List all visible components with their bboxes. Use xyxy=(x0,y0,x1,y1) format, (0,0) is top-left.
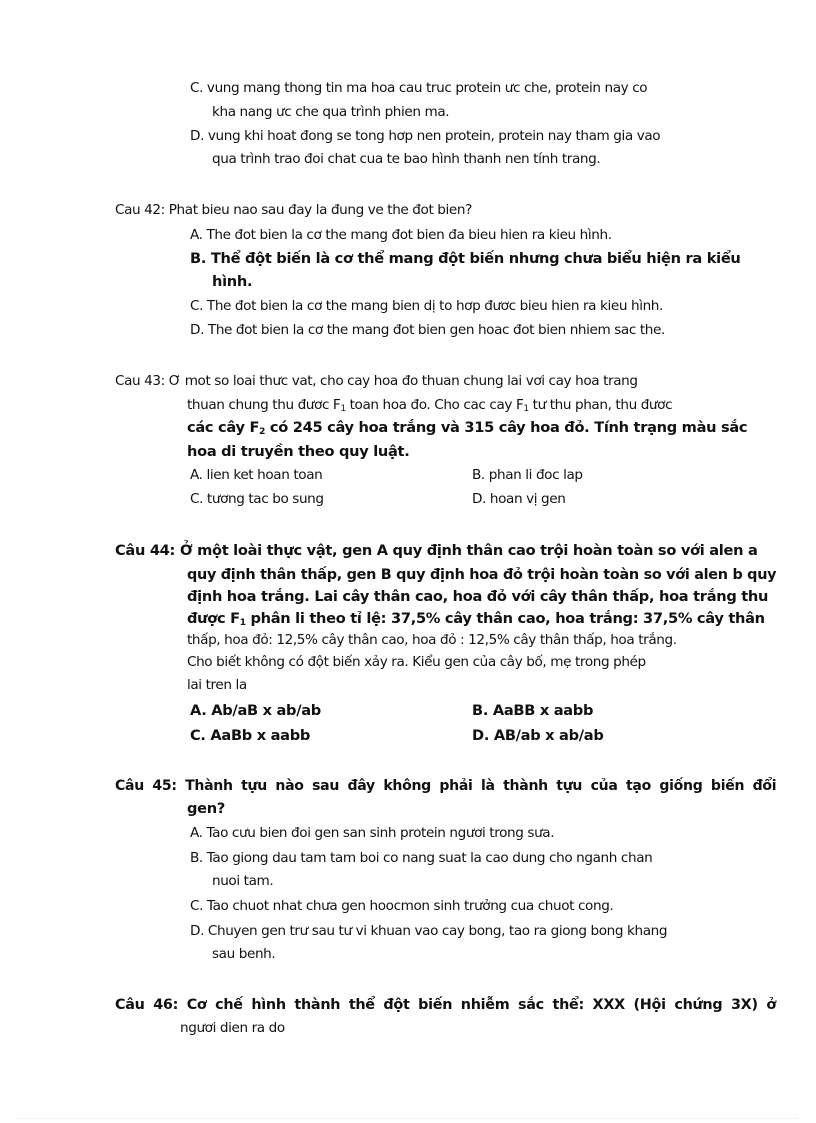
q45-option-b-line2: nuoi tam. xyxy=(212,873,274,889)
q45-option-d-line2: sau benh. xyxy=(212,946,276,962)
q42-option-b-line1: B. Thể đột biến là cơ thể mang đột biến nhưng chưa biểu hiện ra kiểu xyxy=(190,250,741,267)
q41-option-d-line2: qua trình trao đoi chat cua te bao hình thanh nen tính trang. xyxy=(212,151,601,167)
q42-option-c: C. The đot bien la cơ the mang bien dị to hơp đươc bieu hien ra kieu hình. xyxy=(190,298,663,314)
q42-option-b-line2: hình. xyxy=(212,273,253,290)
q46-stem-line2: ngươi dien ra do xyxy=(180,1020,285,1036)
q44-stem-line1: Câu 44: Ở một loài thực vật, gen A quy định thân cao trội hoàn toàn so với alen a xyxy=(115,542,758,559)
page-bottom-divider xyxy=(18,1118,798,1119)
q45-option-a: A. Tao cưu bien đoi gen san sinh protein ngươi trong sưa. xyxy=(190,825,555,841)
q44-option-b: B. AaBB x aabb xyxy=(472,702,594,719)
q44-stem-line6: Cho biết không có đột biến xảy ra. Kiểu gen của cây bố, mẹ trong phép xyxy=(187,654,646,670)
q45-option-c: C. Tao chuot nhat chưa gen hoocmon sinh trưởng cua chuot cong. xyxy=(190,898,614,914)
q42-option-d: D. The đot bien la cơ the mang đot bien gen hoac đot bien nhiem sac the. xyxy=(190,322,665,338)
q43-option-b: B. phan li đoc lap xyxy=(472,467,583,483)
q43-stem-line1: Cau 43: Ơ mot so loai thưc vat, cho cay hoa đo thuan chung lai vơi cay hoa trang xyxy=(115,373,638,389)
q41-option-d-line1: D. vung khi hoat đong se tong hơp nen protein, protein nay tham gia vao xyxy=(190,128,661,144)
q43-stem-line3: các cây $F_2$ có 245 cây hoa trắng và 315 cây hoa đỏ. Tính trạng màu sắc xyxy=(187,419,748,437)
q44-option-c: C. AaBb x aabb xyxy=(190,727,311,744)
q44-stem-line5: thấp, hoa đỏ: 12,5% cây thân cao, hoa đỏ : 12,5% cây thân thấp, hoa trắng. xyxy=(187,632,677,648)
q44-stem-line7: lai tren la xyxy=(187,677,247,693)
q45-option-b-line1: B. Tao giong dau tam tam boi co nang suat la cao dung cho nganh chan xyxy=(190,850,653,866)
q44-option-d: D. AB/ab x ab/ab xyxy=(472,727,604,744)
q44-stem-line4: được $F_1$ phân li theo tỉ lệ: 37,5% cây thân cao, hoa trắng: 37,5% cây thân xyxy=(187,610,765,628)
q45-stem-line1: Câu 45: Thành tựu nào sau đây không phải là thành tựu của tạo giống biến đổi xyxy=(115,777,777,794)
q45-option-d-line1: D. Chuyen gen trư sau tư vi khuan vao cay bong, tao ra giong bong khang xyxy=(190,923,668,939)
q44-stem-line3: định hoa trắng. Lai cây thân cao, hoa đỏ với cây thân thấp, hoa trắng thu xyxy=(187,588,769,605)
q43-option-d: D. hoan vị gen xyxy=(472,491,566,507)
q45-stem-line2: gen? xyxy=(187,800,225,817)
q43-option-c: C. tương tac bo sung xyxy=(190,491,324,507)
q42-option-a: A. The đot bien la cơ the mang đot bien đa bieu hien ra kieu hình. xyxy=(190,227,612,243)
q41-option-c-line1: C. vung mang thong tin ma hoa cau truc protein ưc che, protein nay co xyxy=(190,80,648,96)
q44-option-a: A. Ab/aB x ab/ab xyxy=(190,702,321,719)
q43-stem-line4: hoa di truyền theo quy luật. xyxy=(187,443,410,460)
q43-option-a: A. lien ket hoan toan xyxy=(190,467,323,483)
q41-option-c-line2: kha nang ưc che qua trình phien ma. xyxy=(212,104,450,120)
q43-stem-line2: thuan chung thu đươc $F_1$ toan hoa đo. Cho cac cay $F_1$ tư thu phan, thu đươc xyxy=(187,397,673,414)
q46-stem-line1: Câu 46: Cơ chế hình thành thể đột biến nhiễm sắc thể: XXX (Hội chứng 3X) ở xyxy=(115,996,776,1013)
q44-stem-line2: quy định thân thấp, gen B quy định hoa đỏ trội hoàn toàn so với alen b quy xyxy=(187,566,777,583)
q42-stem: Cau 42: Phat bieu nao sau đay la đung ve the đot bien? xyxy=(115,202,472,218)
